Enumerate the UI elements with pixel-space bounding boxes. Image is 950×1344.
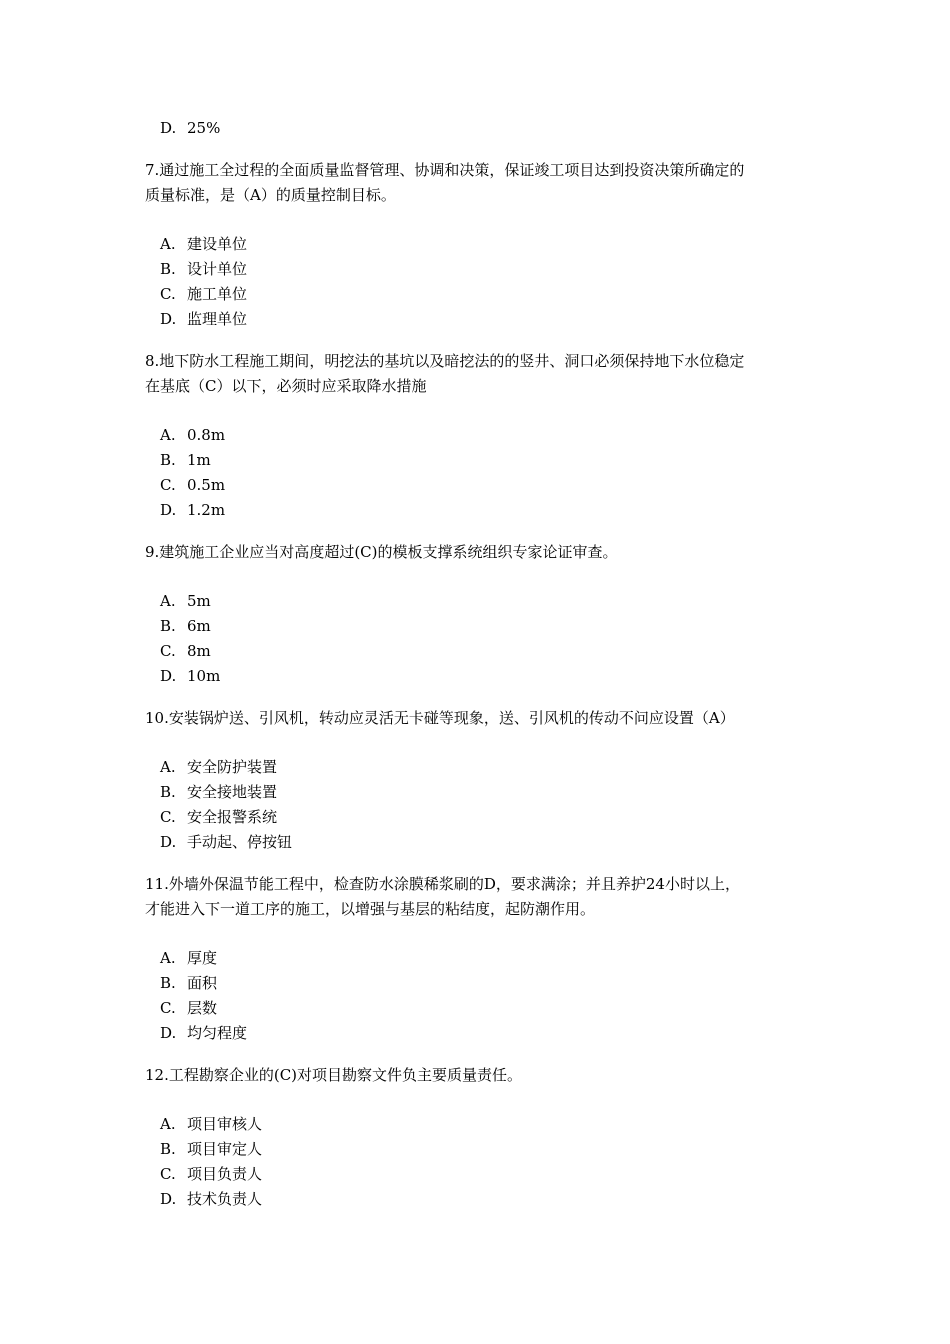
question-stem-line: 在基底（C）以下，必须时应采取降水措施 (145, 377, 427, 395)
option-row (160, 425, 225, 445)
option-text: 10m (187, 667, 221, 685)
option-key: C. (160, 285, 176, 303)
option-text: 项目审核人 (187, 1115, 263, 1133)
option-key: C. (160, 999, 176, 1017)
option-row (160, 259, 247, 279)
option-row (160, 641, 211, 661)
option-key: C. (160, 1165, 176, 1183)
option-row (160, 757, 277, 777)
option-key: D. (160, 1024, 177, 1042)
option-text: 厚度 (187, 949, 218, 967)
option-key: D. (160, 1190, 177, 1208)
option-key: B. (160, 974, 176, 992)
option-key: B. (160, 783, 176, 801)
option-text: 均匀程度 (187, 1024, 248, 1042)
option-key: A. (160, 235, 176, 253)
option-text: 0.5m (187, 476, 226, 494)
option-key: D. (160, 119, 177, 137)
option-row (160, 500, 225, 520)
option-text: 技术负责人 (187, 1190, 263, 1208)
option-key: A. (160, 949, 176, 967)
question-stem-line: 12.工程勘察企业的(C)对项目勘察文件负主要质量责任。 (145, 1066, 523, 1084)
option-key: C. (160, 476, 176, 494)
option-key: A. (160, 426, 176, 444)
option-key: B. (160, 260, 176, 278)
option-row (160, 1189, 262, 1209)
option-text: 层数 (187, 999, 218, 1017)
option-key: A. (160, 592, 176, 610)
question-stem-line: 11.外墙外保温节能工程中，检查防水涂膜稀浆刷的D，要求满涂；并且养护24小时以上， (145, 875, 740, 893)
option-key: A. (160, 1115, 176, 1133)
option-text: 5m (187, 592, 211, 610)
option-row (160, 1164, 262, 1184)
option-row (160, 284, 247, 304)
option-row (160, 1114, 262, 1134)
option-row (160, 450, 211, 470)
option-text: 面积 (187, 974, 218, 992)
option-row (160, 782, 277, 802)
option-text: 设计单位 (187, 260, 248, 278)
question-stem-line: 8.地下防水工程施工期间，明挖法的基坑以及暗挖法的的竖井、洞口必须保持地下水位稳定 (145, 352, 745, 370)
option-text: 8m (187, 642, 211, 660)
option-row (160, 832, 292, 852)
option-key: D. (160, 833, 177, 851)
question-stem-line: 质量标准，是（A）的质量控制目标。 (145, 186, 396, 204)
option-text: 项目审定人 (187, 1140, 263, 1158)
option-key: D. (160, 310, 177, 328)
option-text: 项目负责人 (187, 1165, 263, 1183)
option-row (160, 1023, 247, 1043)
option-row (160, 475, 225, 495)
option-row (160, 948, 217, 968)
option-row (160, 973, 217, 993)
option-key: D. (160, 501, 177, 519)
option-text: 施工单位 (187, 285, 248, 303)
option-text: 安全防护装置 (187, 758, 278, 776)
option-key: B. (160, 1140, 176, 1158)
option-text: 1m (187, 451, 211, 469)
option-key: D. (160, 667, 177, 685)
option-text: 6m (187, 617, 211, 635)
option-key: C. (160, 642, 176, 660)
option-row (160, 1139, 262, 1159)
question-stem-line: 才能进入下一道工序的施工，以增强与基层的粘结度，起防潮作用。 (145, 900, 596, 918)
question-stem-line: 10.安装锅炉送、引风机，转动应灵活无卡碰等现象，送、引风机的传动不问应设置（A） (145, 709, 735, 727)
option-text: 安全接地装置 (187, 783, 278, 801)
option-text: 安全报警系统 (187, 808, 278, 826)
option-row (160, 309, 247, 329)
option-text: 25% (187, 119, 221, 137)
option-row (160, 616, 211, 636)
option-row (160, 998, 217, 1018)
option-key: C. (160, 808, 176, 826)
option-text: 监理单位 (187, 310, 248, 328)
option-row (160, 234, 247, 254)
option-row (160, 666, 220, 686)
option-row (160, 807, 277, 827)
option-key: B. (160, 617, 176, 635)
option-text: 建设单位 (187, 235, 248, 253)
question-stem-line: 7.通过施工全过程的全面质量监督管理、协调和决策，保证竣工项目达到投资决策所确定的 (145, 161, 745, 179)
option-text: 1.2m (187, 501, 226, 519)
option-key: B. (160, 451, 176, 469)
option-text: 0.8m (187, 426, 226, 444)
option-key: A. (160, 758, 176, 776)
question-stem-line: 9.建筑施工企业应当对高度超过(C)的模板支撑系统组织专家论证审查。 (145, 543, 618, 561)
option-row (160, 591, 211, 611)
option-text: 手动起、停按钮 (187, 833, 293, 851)
option-row (160, 118, 220, 138)
